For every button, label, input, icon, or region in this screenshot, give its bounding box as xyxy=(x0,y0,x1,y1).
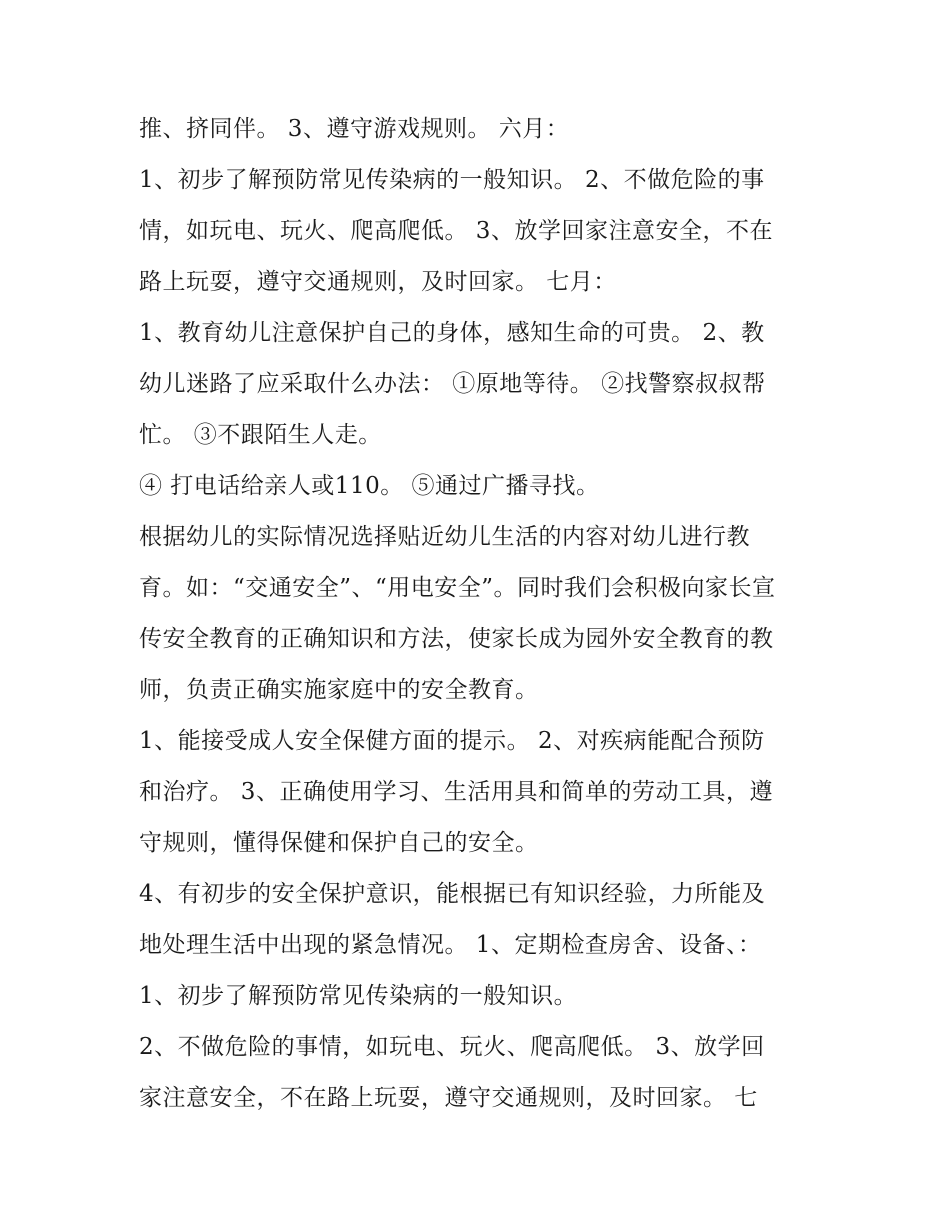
text-line: 4、有初步的安全保护意识，能根据已有知识经验，力所能及 xyxy=(139,881,766,907)
text-line: 地处理生活中出现的紧急情况。 1、定期检查房舍、设备、： xyxy=(139,932,762,958)
text-line: 家注意安全，不在路上玩耍，遵守交通规则，及时回家。 七 xyxy=(139,1085,758,1111)
text-line: 1、初步了解预防常见传染病的一般知识。 2、不做危险的事 xyxy=(139,167,765,193)
text-line: 推、挤同伴。 3、遵守游戏规则。 六月： xyxy=(139,116,570,142)
text-line: 1、初步了解预防常见传染病的一般知识。 xyxy=(139,983,578,1009)
document-body xyxy=(139,104,819,1124)
text-line: 2、不做危险的事情，如玩电、玩火、爬高爬低。 3、放学回 xyxy=(139,1034,765,1060)
text-line: 守规则，懂得保健和保护自己的安全。 xyxy=(139,830,539,856)
text-line: 情，如玩电、玩火、爬高爬低。 3、放学回家注意安全，不在 xyxy=(139,218,773,244)
text-line: 忙。 ③不跟陌生人走。 xyxy=(139,422,382,448)
text-line: 路上玩耍，遵守交通规则，及时回家。 七月： xyxy=(139,269,617,295)
text-line: 和治疗。 3、正确使用学习、生活用具和简单的劳动工具，遵 xyxy=(139,779,773,805)
text-line: 传安全教育的正确知识和方法，使家长成为园外安全教育的教 xyxy=(139,626,774,652)
text-line: 根据幼儿的实际情况选择贴近幼儿生活的内容对幼儿进行教 xyxy=(139,524,750,550)
text-line: 1、教育幼儿注意保护自己的身体，感知生命的可贵。 2、教 xyxy=(139,320,765,346)
text-line: 幼儿迷路了应采取什么办法： ①原地等待。 ②找警察叔叔帮 xyxy=(139,371,766,397)
text-line: ④ 打电话给亲人或110。 ⑤通过广播寻找。 xyxy=(139,473,600,499)
text-line: 育。如：“交通安全”、“用电安全”。同时我们会积极向家长宣 xyxy=(139,575,776,601)
text-line: 1、能接受成人安全保健方面的提示。 2、对疾病能配合预防 xyxy=(139,728,765,754)
text-line: 师，负责正确实施家庭中的安全教育。 xyxy=(139,677,539,703)
